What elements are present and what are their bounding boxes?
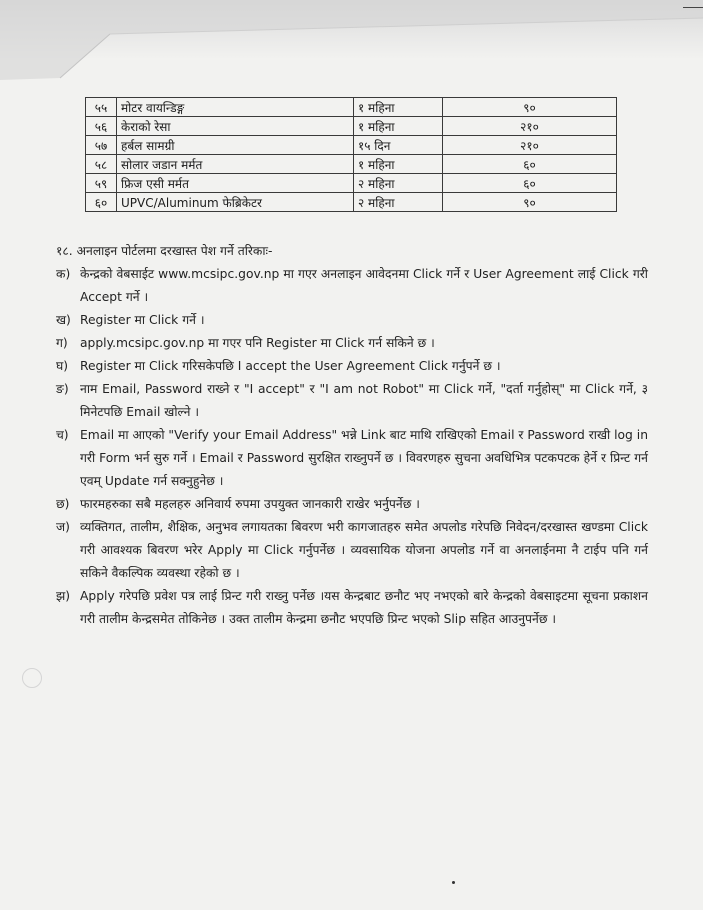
- instruction-item: [56, 309, 648, 332]
- course-name: केराको रेसा: [117, 117, 354, 136]
- item-text: नाम Email, Password राख्ने र "I accept" र "I am not Robot" मा Click गर्ने, "दर्ता गर्नुहोस्" मा Click गर्ने, ३ मिनेटपछि Email खोल्ने ।: [80, 382, 648, 419]
- item-text: व्यक्तिगत, तालीम, शैक्षिक, अनुभव लगायतका बिवरण भरी कागजातहरु समेत अपलोड गरेपछि निवेदन/दरखास्त खण्डमा Click गरी आवश्यक बिवरण भरेर Apply मा Click गर्नुपर्नेछ । व्यवसायिक योजना अपलोड गर्ने वा अनलाईनमा नै टाईप पनि गर्न सकिने वैकल्पिक व्यवस्था रहेको छ ।: [80, 520, 648, 580]
- item-text: केन्द्रको वेबसाईट www.mcsipc.gov.np मा गएर अनलाइन आवेदनमा Click गर्ने र User Agreement लाई Click गरी Accept गर्ने ।: [80, 267, 648, 304]
- row-number: ५९: [86, 174, 117, 193]
- course-name: हर्बल सामग्री: [117, 136, 354, 155]
- instruction-item: [56, 263, 648, 309]
- item-marker: घ): [56, 359, 69, 373]
- item-text: Register मा Click गर्ने ।: [80, 313, 205, 327]
- instruction-item: [56, 378, 648, 424]
- application-instructions: [56, 240, 648, 631]
- item-text: Apply गरेपछि प्रवेश पत्र लाई प्रिन्ट गरी राख्नु पर्नेछ ।यस केन्द्रबाट छनौट भए नभएको बारे केन्द्रको वेबसाइटमा सूचना प्रकाशन गरी तालीम केन्द्रसमेत तोकिनेछ । उक्त तालीम केन्द्रमा छनौट भएपछि प्रिन्ट भएको Slip सहित आउनुपर्नेछ ।: [80, 589, 648, 626]
- course-duration: १५ दिन: [354, 136, 443, 155]
- course-table: [85, 97, 617, 212]
- item-text: Email मा आएको "Verify your Email Address" भन्ने Link बाट माथि राखिएको Email र Password राखी log in गरी Form भर्न सुरु गर्ने । Email र Password सुरक्षित राख्नुपर्ने छ । विवरणहरु सुचना अवधिभित्र पटकपटक हेर्ने र प्रिन्ट गर्न एवम् Update गर्न सक्नुहुनेछ ।: [80, 428, 648, 488]
- table-row: [86, 155, 617, 174]
- table-row: [86, 174, 617, 193]
- table-row: [86, 193, 617, 212]
- table-row: [86, 136, 617, 155]
- section-heading: १८. अनलाइन पोर्टलमा दरखास्त पेश गर्ने तरिकाः-: [56, 244, 273, 258]
- scan-shadow: [0, 0, 703, 60]
- instruction-item: [56, 493, 648, 516]
- course-duration: १ महिना: [354, 98, 443, 117]
- scan-speck: [452, 881, 455, 884]
- course-fee: २१०: [443, 117, 617, 136]
- course-duration: २ महिना: [354, 174, 443, 193]
- item-marker: च): [56, 428, 69, 442]
- punch-hole-mark: [22, 668, 42, 688]
- course-duration: १ महिना: [354, 117, 443, 136]
- item-marker: ज): [56, 520, 70, 534]
- item-text: फारमहरुका सबै महलहरु अनिवार्य रुपमा उपयुक्त जानकारी राखेर भर्नुपर्नेछ ।: [80, 497, 420, 511]
- course-name: फ्रिज एसी मर्मत: [117, 174, 354, 193]
- table-row: [86, 98, 617, 117]
- item-text: Register मा Click गरिसकेपछि I accept the User Agreement Click गर्नुपर्ने छ ।: [80, 359, 501, 373]
- item-marker: ग): [56, 336, 68, 350]
- instruction-item: [56, 355, 648, 378]
- item-marker: क): [56, 267, 71, 281]
- item-marker: ङ): [56, 382, 69, 396]
- row-number: ५८: [86, 155, 117, 174]
- course-name: मोटर वायन्डिङ्ग: [117, 98, 354, 117]
- row-number: ६०: [86, 193, 117, 212]
- instruction-item: [56, 332, 648, 355]
- item-marker: झ): [56, 589, 71, 603]
- instruction-item: [56, 585, 648, 631]
- row-number: ५५: [86, 98, 117, 117]
- row-number: ५७: [86, 136, 117, 155]
- table-row: [86, 117, 617, 136]
- course-fee: २१०: [443, 136, 617, 155]
- top-rule: [683, 7, 703, 8]
- course-fee: ६०: [443, 155, 617, 174]
- instruction-item: [56, 516, 648, 585]
- item-text: apply.mcsipc.gov.np मा गएर पनि Register मा Click गर्न सकिने छ ।: [80, 336, 435, 350]
- course-fee: ६०: [443, 174, 617, 193]
- course-fee: ९०: [443, 98, 617, 117]
- row-number: ५६: [86, 117, 117, 136]
- item-marker: छ): [56, 497, 70, 511]
- course-duration: १ महिना: [354, 155, 443, 174]
- course-name: UPVC/Aluminum फेब्रिकेटर: [117, 193, 354, 212]
- course-name: सोलार जडान मर्मत: [117, 155, 354, 174]
- course-duration: २ महिना: [354, 193, 443, 212]
- instruction-item: [56, 424, 648, 493]
- course-fee: ९०: [443, 193, 617, 212]
- item-marker: ख): [56, 313, 71, 327]
